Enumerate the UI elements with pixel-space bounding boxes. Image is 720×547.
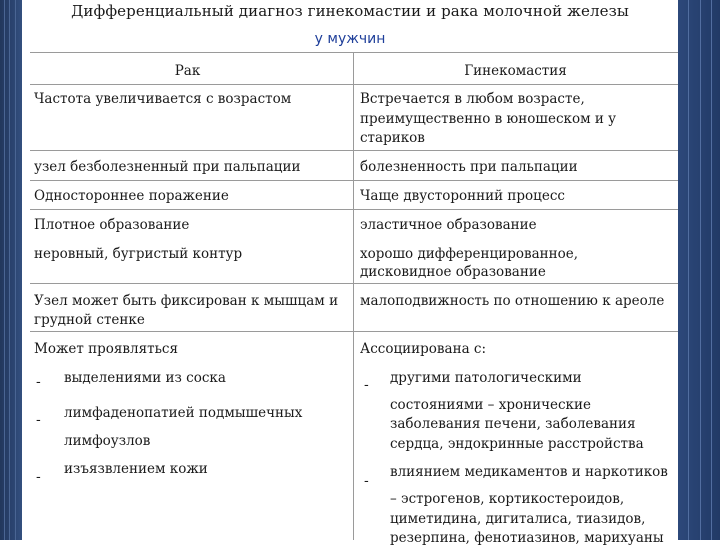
cell-cancer-unilateral: Одностороннее поражение	[34, 188, 229, 204]
cell-cancer-item: изъязвлением кожи	[64, 461, 208, 477]
cell-gyneco-discoid: дисковидное образование	[360, 264, 546, 280]
left-frame-border	[0, 0, 22, 540]
cell-cancer-manifest-head: Может проявляться	[34, 341, 178, 357]
cell-gyneco-assoc-head: Ассоциирована с:	[360, 341, 487, 357]
row-rule	[30, 283, 678, 284]
cell-gyneco-bilateral: Чаще двусторонний процесс	[360, 188, 565, 204]
frame-stripe	[15, 0, 16, 540]
frame-stripe	[711, 0, 712, 540]
row-rule	[30, 209, 678, 210]
cell-cancer-item: выделениями из соска	[64, 370, 226, 386]
page-title: Дифференциальный диагноз гинекомастии и рака молочной железы	[71, 2, 629, 20]
column-header-cancer: Рак	[174, 63, 201, 79]
cell-gyneco-item: заболевания печени, заболевания	[390, 416, 636, 432]
list-bullet: -	[364, 377, 369, 393]
cell-cancer-item: лимфоузлов	[64, 433, 151, 449]
cell-gyneco-item: сердца, эндокринные расстройства	[390, 436, 644, 452]
cell-gyneco-age: преимущественно в юношеском и у	[360, 111, 617, 127]
cell-cancer-item: лимфаденопатией подмышечных	[64, 405, 303, 421]
cell-gyneco-item: влиянием медикаментов и наркотиков	[390, 464, 668, 480]
cell-cancer-fixed: грудной стенке	[34, 312, 145, 328]
right-frame-border	[678, 0, 720, 540]
list-bullet: -	[36, 374, 41, 390]
row-rule	[30, 180, 678, 181]
frame-stripe	[4, 0, 5, 540]
cell-cancer-painless: узел безболезненный при пальпации	[34, 159, 301, 175]
column-header-gynecomastia: Гинекомастия	[464, 63, 567, 79]
cell-cancer-contour: неровный, бугристый контур	[34, 246, 243, 262]
cell-cancer-frequency: Частота увеличивается с возрастом	[34, 91, 292, 107]
cell-cancer-dense: Плотное образование	[34, 217, 190, 233]
cell-gyneco-mobility: малоподвижность по отношению к ареоле	[360, 293, 665, 309]
cell-gyneco-item: циметидина, дигиталиса, тиазидов,	[390, 511, 646, 527]
frame-stripe	[688, 0, 689, 540]
page-subtitle: у мужчин	[314, 31, 386, 47]
list-bullet: -	[36, 469, 41, 485]
list-bullet: -	[364, 473, 369, 489]
document-page	[22, 0, 678, 546]
cell-cancer-fixed: Узел может быть фиксирован к мышцам и	[34, 293, 339, 309]
cell-gyneco-elastic: эластичное образование	[360, 217, 537, 233]
frame-stripe	[700, 0, 701, 540]
table-top-rule	[30, 52, 678, 53]
cell-gyneco-item: резерпина, фенотиазинов, марихуаны	[390, 530, 664, 546]
list-bullet: -	[36, 412, 41, 428]
cell-gyneco-item: – эстрогенов, кортикостероидов,	[390, 491, 625, 507]
cell-gyneco-age: Встречается в любом возрасте,	[360, 91, 585, 107]
cell-gyneco-discoid: хорошо дифференцированное,	[360, 246, 579, 262]
column-divider	[353, 52, 354, 540]
header-rule	[30, 84, 678, 85]
row-rule	[30, 331, 678, 332]
row-rule	[30, 150, 678, 151]
cell-gyneco-item: другими патологическими	[390, 370, 582, 386]
cell-gyneco-age: стариков	[360, 130, 425, 146]
frame-stripe	[9, 0, 10, 540]
cell-gyneco-item: состояниями – хронические	[390, 397, 591, 413]
cell-gyneco-painful: болезненность при пальпации	[360, 159, 578, 175]
